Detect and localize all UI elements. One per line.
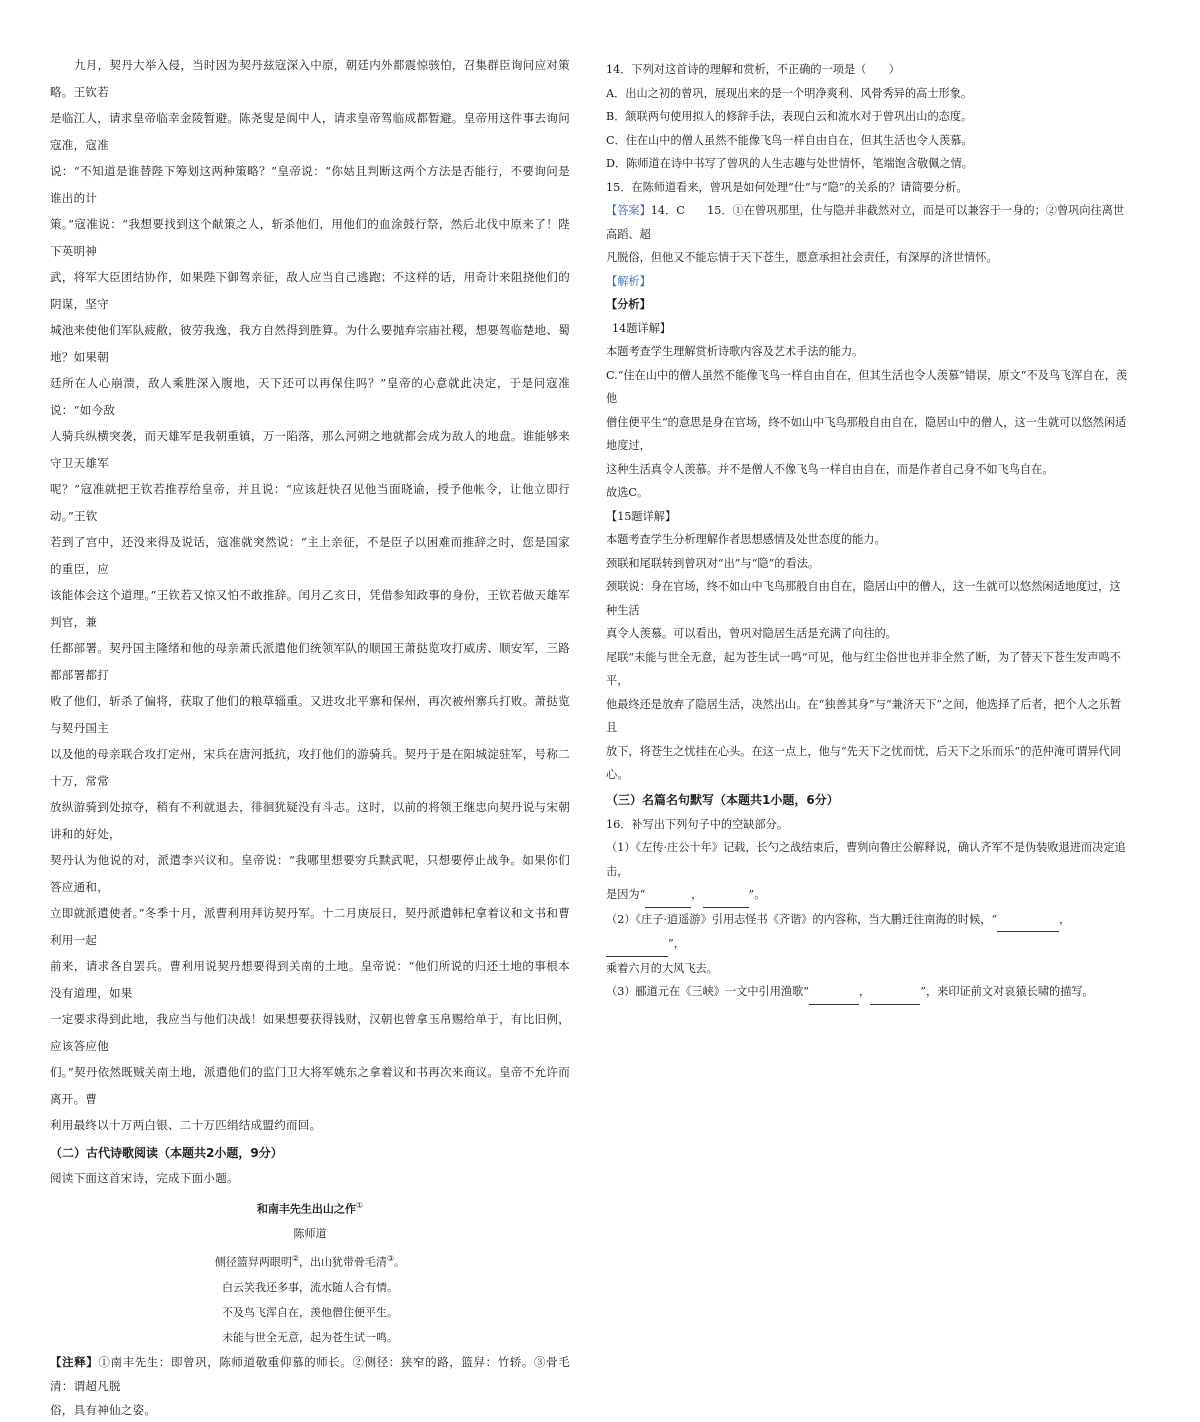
answer-line-2: 凡脱俗，但他又不能忘情于天下苍生，愿意承担社会责任，有深厚的济世情怀。 (606, 251, 998, 264)
passage-line: 武，将军大臣团结协作，如果陛下御驾亲征，敌人应当自己逃跑；不这样的话，用奇计来阻挠他们的阴谋，坚守 (50, 270, 570, 311)
passage-line: 契丹认为他说的对，派遣李兴议和。皇帝说：“我哪里想要穷兵黩武呢，只想要停止战争。如果你们答应通和， (50, 853, 570, 894)
q15-detail-2: 颈联和尾联转到曾巩对“出”与“隐”的看法。 (606, 556, 820, 570)
q14-option-c: C．住在山中的僧人虽然不能像飞鸟一样自由自在，但其生活也令人羡慕。 (606, 133, 973, 147)
q14-detail-3: 僧住便平生”的意思是身在官场，终不如山中飞鸟那般自由自在，隐居山中的僧人，这一生就可以悠然闲适地度过， (606, 415, 1127, 452)
q14-detail-5: 故选C。 (606, 486, 649, 499)
poem-notes (50, 1350, 570, 1398)
q16-2-blank-b[interactable] (606, 932, 668, 957)
q14-option-b: B．颔联两句使用拟人的修辞手法，表现白云和流水对于曾巩出山的态度。 (606, 110, 973, 123)
poem-line-1-part-b: ，出山犹带骨毛清 (299, 1255, 387, 1269)
analysis-tag: 【解析】 (606, 274, 651, 288)
q16-item-2-cont: 乘着六月的大风飞去。 (606, 961, 718, 975)
poem-title (50, 1193, 570, 1222)
q16-2-prefix: （2）《庄子·逍遥游》引用志怪书《齐谐》的内容称，当大鹏迁往南海的时候，“ (606, 912, 998, 926)
passage-line: 们。”契丹依然既贼关南土地，派遣他们的监门卫大将军姚东之拿着议和书再次来商议。皇帝不允许而离开。曹 (50, 1065, 570, 1106)
section3-title: （三）名篇名句默写（本题共1小题，6分） (606, 792, 839, 807)
q15-detail-5: 尾联“未能与世全无意，起为苍生试一鸣”可见，他与红尘俗世也并非全然了断，为了替天下苍生发声鸣不平， (606, 650, 1121, 687)
right-column (606, 58, 1131, 1005)
q15-detail-heading: 【15题详解】 (606, 509, 677, 523)
q15-detail-6: 他最终还是放弃了隐居生活，决然出山。在“独善其身”与“兼济天下”之间，他选择了后者，把个人之乐暂且 (606, 697, 1122, 734)
answer-text: 14．C 15．①在曾巩那里，仕与隐并非截然对立，而是可以兼容于一身的；②曾巩向往离世高蹈、超 (606, 204, 1125, 241)
passage-line: 策。”寇准说：“我想要找到这个献策之人，斩杀他们，用他们的血涂鼓行祭，然后北伐中原来了！陛下英明神 (50, 217, 570, 258)
passage-line: 前来，请求各自罢兵。曹利用说契丹想要得到关南的土地。皇帝说：“他们所说的归还土地的事根本没有道理，如果 (50, 959, 570, 1000)
question-16: 16．补写出下列句子中的空缺部分。 (606, 817, 789, 831)
fenxi-tag: 【分析】 (606, 297, 651, 311)
passage-line: 一定要求得到此地，我应当与他们决战！如果想要获得钱财，汉朝也曾拿玉帛赐给单于，有比旧例，应该答应他 (50, 1012, 570, 1053)
left-column (50, 52, 570, 1422)
classical-translation-passage (50, 52, 570, 1139)
q16-item-1: （1）《左传·庄公十年》记载，长勺之战结束后，曹刿向鲁庄公解释说，确认齐军不是伪装败退进而决定追击， (606, 841, 1126, 878)
passage-line: 九月，契丹大举入侵，当时因为契丹兹寇深入中原，朝廷内外都震惊骇怕，召集群臣询问应对策略。王钦若 (50, 58, 570, 99)
q16-1-blank-a[interactable] (645, 883, 691, 908)
poem-title-text: 和南丰先生出山之作 (256, 1202, 356, 1216)
q16-3-prefix: （3）郦道元在《三峡》一文中引用渔歌“ (606, 985, 810, 998)
q14-detail-heading: 14题详解】 (612, 321, 671, 335)
q15-detail-4: 真令人羡慕。可以看出，曾巩对隐居生活是充满了向往的。 (606, 627, 897, 640)
passage-line: 该能体会这个道理。”王钦若又惊又怕不敢推辞。闰月乙亥日，凭借参知政事的身份，王钦若做天雄军判官，兼 (50, 588, 570, 629)
poem-notes-cont: 俗，具有神仙之姿。 (50, 1402, 157, 1417)
answer-line (606, 199, 1131, 246)
q14-option-a: A．出山之初的曾巩，展现出来的是一个明净爽利、风骨秀异的高士形象。 (606, 86, 973, 100)
poem-title-note: ① (355, 1200, 364, 1210)
section2-title: （二）古代诗歌阅读（本题共2小题，9分） (50, 1145, 283, 1160)
passage-line: 说：“不知道是谁替陛下筹划这两种策略？”皇帝说：“你姑且判断这两个方法是否能行，不要询问是谁出的计 (50, 164, 570, 205)
answer-tag: 【答案】 (606, 204, 651, 217)
q14-detail-4: 这种生活真令人羡慕。并不是僧人不像飞鸟一样自由自在，而是作者自己身不如飞鸟自在。 (606, 462, 1054, 476)
poem-line-1 (50, 1246, 570, 1275)
passage-line: 立即就派遣使者。”冬季十月，派曹利用拜访契丹军。十二月庚辰日，契丹派遣韩杞拿着议和文书和曹利用一起 (50, 906, 570, 947)
passage-line: 败了他们，斩杀了偏将，获取了他们的粮草辎重。又进攻北平寨和保州，再次被州寨兵打败。萧挞览与契丹国主 (50, 694, 570, 735)
poem-line-3: 不及鸟飞浑自在，羡他僧住便平生。 (222, 1305, 398, 1319)
q16-2-sep: ， (1059, 912, 1071, 926)
poem-line-1-note: ② (291, 1254, 299, 1264)
question-15: 15．在陈师道看来，曾巩是如何处理“仕”与“隐”的关系的？请简要分析。 (606, 180, 968, 194)
poem-line-1-part-c: 。 (394, 1255, 406, 1269)
q16-2-blank-a[interactable] (997, 908, 1059, 933)
passage-line: 人骑兵纵横突袭，而天雄军是我朝重镇，万一陷落，那么河朔之地就都会成为敌人的地盘。谁能够来守卫天雄军 (50, 429, 570, 470)
q15-detail-7: 放下，将苍生之忧挂在心头。在这一点上，他与“先天下之忧而忧，后天下之乐而乐”的范仲淹可谓异代同心。 (606, 744, 1121, 781)
q16-item-1-cont (606, 883, 1131, 908)
passage-line: 若到了宫中，还没来得及说话，寇准就突然说：“主上亲征，不是臣子以困难而推辞之时，您是国家的重臣，应 (50, 535, 570, 576)
q14-detail-1: 本题考查学生理解赏析诗歌内容及艺术手法的能力。 (606, 345, 864, 358)
passage-line: 利用最终以十万两白银、二十万匹绢结成盟约而回。 (50, 1118, 322, 1132)
q16-1-prefix: 是因为“ (606, 888, 646, 901)
passage-line: 廷所在人心崩溃，敌人乘胜深入腹地，天下还可以再保住吗？”皇帝的心意就此决定，于是问寇准说：“如今敌 (50, 376, 570, 417)
q15-detail-1: 本题考查学生分析理解作者思想感情及处世态度的能力。 (606, 533, 886, 546)
note-text: ①南丰先生：即曾巩，陈师道敬重仰慕的师长。②侧径：狭窄的路，篮舁：竹轿。③骨毛清：谓超凡脱 (50, 1354, 570, 1393)
q16-3-blank-b[interactable] (870, 980, 920, 1005)
passage-line: 任都部署。契丹国主隆绪和他的母亲萧氏派遣他们统领军队的顺国王萧挞览攻打威虏、顺安军，三路都部署都打 (50, 641, 570, 682)
poem-author: 陈师道 (293, 1227, 327, 1241)
section2-intro: 阅读下面这首宋诗，完成下面小题。 (50, 1170, 239, 1185)
passage-line: 是临江人，请求皇帝临幸金陵暂避。陈尧叟是阆中人，请求皇帝驾临成都暂避。皇帝用这件事去询问寇准，寇准 (50, 111, 570, 152)
poem-line-1-part-a: 侧径篮舁两眼明 (214, 1255, 292, 1269)
poem-block (50, 1193, 570, 1350)
note-label: 【注释】 (50, 1354, 99, 1369)
passage-line: 放纵游骑到处掠夺，稍有不利就退去，徘徊犹疑没有斗志。这时，以前的将领王继忠向契丹说与宋朝讲和的好处， (50, 800, 570, 841)
q16-3-end: ”，来印证前文对哀猿长啸的描写。 (920, 985, 1094, 998)
poem-line-2: 白云笑我还多事，流水随人合有情。 (222, 1280, 398, 1294)
q16-1-blank-b[interactable] (703, 883, 749, 908)
q16-item-2 (606, 908, 1131, 957)
passage-line: 呢？”寇准就把王钦若推荐给皇帝，并且说：“应该赶快召见他当面晓谕，授予他帐令，让他立即行动。”王钦 (50, 482, 570, 523)
q16-item-3 (606, 980, 1131, 1005)
q14-option-d: D．陈师道在诗中书写了曾巩的人生志趣与处世情怀，笔端饱含敬佩之情。 (606, 157, 973, 170)
passage-line: 城池来使他们军队疲敝，彼劳我逸，我方自然得到胜算。为什么要抛弃宗庙社稷，想要驾临楚地、蜀地？如果朝 (50, 323, 570, 364)
q16-1-sep: ， (691, 888, 703, 901)
q16-2-end: ”， (668, 937, 685, 950)
q14-detail-2: C.“住在山中的僧人虽然不能像飞鸟一样自由自在，但其生活也令人羡慕”错误，原文“不及鸟飞浑自在，羡他 (606, 368, 1128, 405)
q15-detail-3: 颈联说：身在官场，终不如山中飞鸟那般自由自在，隐居山中的僧人，这一生就可以悠然闲适地度过，这种生活 (606, 580, 1121, 617)
q16-1-end: ”。 (748, 888, 766, 901)
question-14: 14．下列对这首诗的理解和赏析，不正确的一项是（ ） (606, 63, 900, 76)
q16-3-sep: ， (859, 985, 871, 998)
poem-line-4: 未能与世全无意，起为苍生试一鸣。 (222, 1330, 398, 1344)
passage-line: 以及他的母亲联合攻打定州，宋兵在唐河抵抗，攻打他们的游骑兵。契丹于是在阳城淀驻军，号称二十万，常常 (50, 747, 570, 788)
q16-3-blank-a[interactable] (809, 980, 859, 1005)
poem-line-1-note2: ③ (387, 1254, 395, 1264)
